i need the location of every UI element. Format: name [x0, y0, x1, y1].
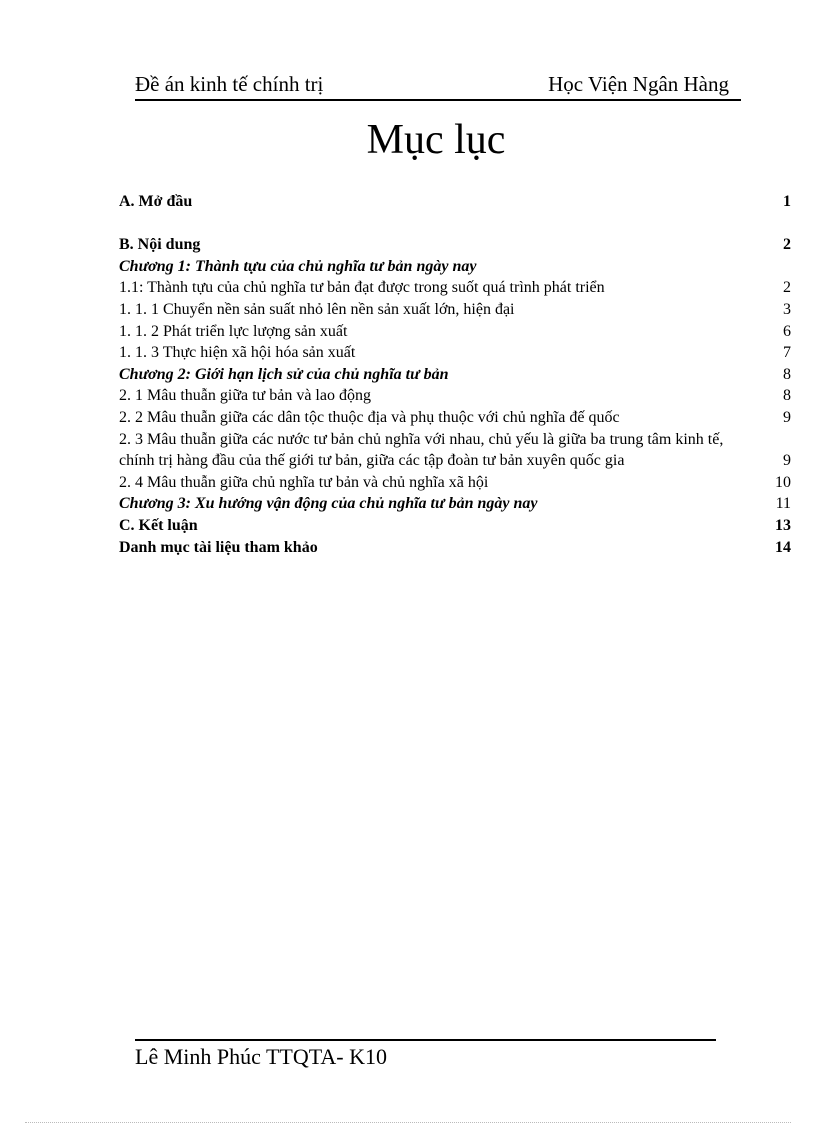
toc-entry	[119, 537, 791, 559]
toc-entry	[119, 515, 791, 537]
toc-entry-label: B. Nội dung	[119, 236, 201, 254]
toc-entry-page: 11	[775, 495, 791, 513]
toc-entry-page: 2	[783, 236, 791, 254]
toc-chapter	[119, 364, 791, 386]
toc-entry	[119, 472, 791, 494]
toc-entry-label: 1. 1. 3 Thực hiện xã hội hóa sản xuất	[119, 344, 356, 362]
toc-entry-label: 2. 4 Mâu thuẫn giữa chủ nghĩa tư bản và chủ nghĩa xã hội	[119, 473, 489, 491]
page-header	[135, 70, 741, 101]
toc-entry	[119, 191, 791, 213]
toc-entry	[119, 342, 791, 364]
toc-entry-label: 2. 3 Mâu thuẫn giữa các nước tư bản chủ nghĩa với nhau, chủ yếu là giữa ba trung tâm kinh tế, chính trị hàng đầu của thế giới tư bản, giữa các tập đoàn tư bản xuyên quốc gia	[119, 430, 724, 470]
toc-chapter-label: Chương 2: Giới hạn lịch sử của chủ nghĩa tư bản	[119, 365, 449, 383]
toc-entry-label: A. Mở đầu	[119, 193, 193, 210]
toc-entry	[119, 407, 791, 429]
toc-entry-label: Danh mục tài liệu tham khảo	[119, 538, 318, 556]
table-of-contents	[119, 191, 791, 558]
toc-chapter-label: Chương 3: Xu hướng vận động của chủ nghĩa tư bản ngày nay	[119, 495, 538, 513]
toc-entry	[119, 385, 791, 407]
toc-entry	[119, 429, 791, 472]
toc-entry	[119, 321, 791, 343]
toc-entry-label: C. Kết luận	[119, 516, 198, 534]
toc-entry-page: 9	[783, 408, 791, 426]
toc-chapter-label: Chương 1: Thành tựu của chủ nghĩa tư bản ngày nay	[119, 257, 477, 275]
toc-entry-page: 9	[783, 452, 791, 470]
toc-entry-page: 7	[783, 344, 791, 362]
toc-entry-label: 1. 1. 2 Phát triển lực lượng sản xuất	[119, 322, 348, 340]
toc-entry-page: 8	[783, 387, 791, 405]
footer-divider	[135, 1039, 716, 1041]
toc-entry-page: 13	[775, 516, 791, 534]
header-institution: Học Viện Ngân Hàng	[548, 72, 729, 96]
toc-entry-label: 1. 1. 1 Chuyển nền sản suất nhỏ lên nền sản xuất lớn, hiện đại	[119, 300, 515, 318]
toc-entry-page: 14	[775, 538, 791, 556]
footer-author: Lê Minh Phúc TTQTA- K10	[135, 1044, 388, 1069]
toc-spacer	[119, 213, 791, 235]
toc-entry	[119, 234, 791, 256]
toc-entry	[119, 299, 791, 321]
toc-entry-page: 1	[783, 193, 791, 210]
toc-entry-page: 10	[775, 473, 791, 491]
toc-entry-label: 1.1: Thành tựu của chủ nghĩa tư bản đạt được trong suốt quá trình phát triển	[119, 279, 605, 297]
toc-entry-label: 2. 2 Mâu thuẫn giữa các dân tộc thuộc địa và phụ thuộc với chủ nghĩa đế quốc	[119, 408, 620, 426]
toc-entry	[119, 277, 791, 299]
toc-chapter	[119, 493, 791, 515]
toc-entry-page: 8	[783, 365, 791, 383]
toc-entry-label: 2. 1 Mâu thuẫn giữa tư bản và lao động	[119, 387, 371, 405]
toc-entry-page: 6	[783, 322, 791, 340]
page-title: Mục lục	[366, 117, 506, 163]
header-course-title: Đề án kinh tế chính trị	[135, 72, 324, 96]
toc-entry-page: 2	[783, 279, 791, 297]
toc-chapter	[119, 256, 791, 278]
toc-entry-page: 3	[783, 300, 791, 318]
